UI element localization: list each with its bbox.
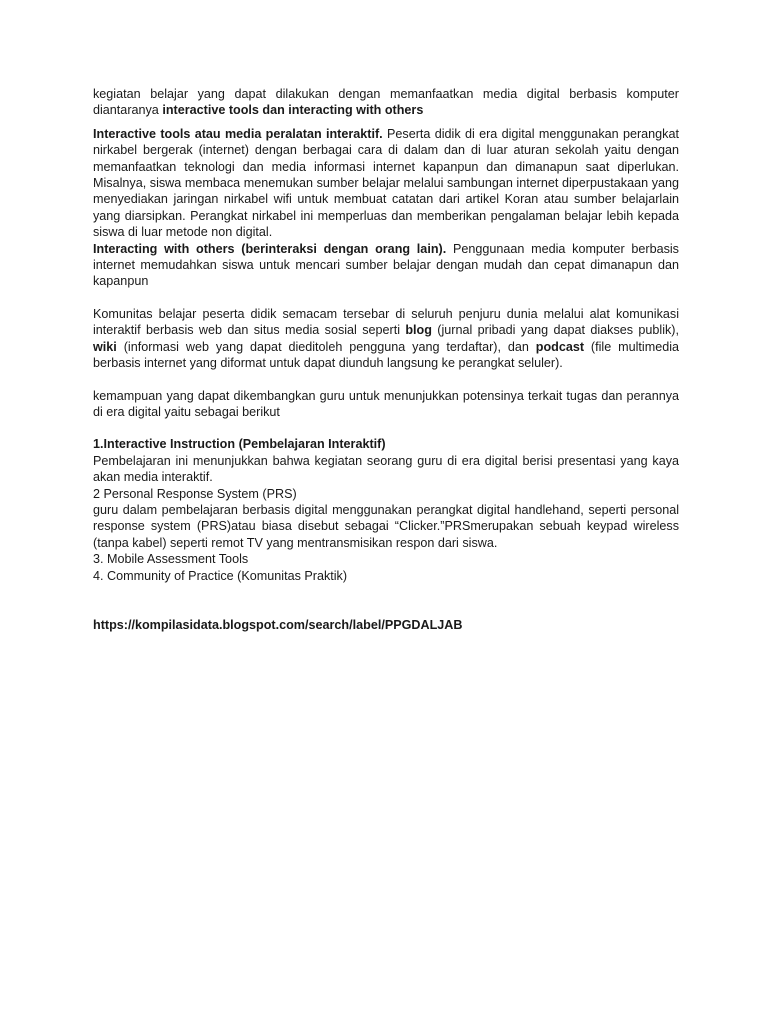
community-wiki: wiki (93, 339, 117, 354)
paragraph-interacting-with-others (93, 241, 679, 290)
list-item-1-heading: 1.Interactive Instruction (Pembelajaran Interaktif) (93, 437, 386, 452)
community-text-4: (file multimedia berbasis internet yang diformat untuk dapat diunduh langsung ke perangkat seluler). (93, 339, 680, 371)
paragraph-interactive-tools (93, 126, 679, 241)
paragraph-intro-bold: interactive tools dan interacting with others (162, 103, 424, 118)
community-text-1: Komunitas belajar peserta didik semacam tersebar di seluruh penjuru dunia melalui alat komunikasi interaktif berbasis web dan situs media sosial seperti (93, 306, 679, 338)
paragraph-intro-text: kegiatan belajar yang dapat dilakukan dengan memanfaatkan media digital berbasis komputer diantaranya (93, 87, 679, 118)
interacting-text: Penggunaan media komputer berbasis internet memudahkan siswa untuk mencari sumber belajar dengan mudah dan cepat dimanapun dan kapanpun (93, 241, 679, 289)
paragraph-intro (93, 86, 679, 119)
source-url: https://kompilasidata.blogspot.com/search/label/PPGDALJAB (93, 617, 463, 632)
paragraph-abilities: kemampuan yang dapat dikembangkan guru untuk menunjukkan potensinya terkait tugas dan perannya di era digital yaitu sebagai berikut (93, 388, 679, 419)
community-blog: blog (405, 323, 432, 338)
community-text-3: (informasi web yang dapat dieditoleh pengguna yang terdaftar), dan (116, 339, 536, 354)
interactive-tools-heading: Interactive tools atau media peralatan interaktif. (93, 126, 383, 141)
paragraph-community (93, 306, 679, 372)
community-podcast: podcast (535, 339, 585, 354)
list-item-2-heading: 2 Personal Response System (PRS) (93, 486, 297, 501)
abilities-list (93, 436, 679, 584)
community-text-2: (jurnal pribadi yang dapat diakses publik), (431, 323, 679, 338)
list-item-4-heading: 4. Community of Practice (Komunitas Praktik) (93, 568, 348, 583)
list-item-1-text: Pembelajaran ini menunjukkan bahwa kegiatan seorang guru di era digital berisi presentasi yang kaya akan media interaktif. (93, 453, 679, 485)
list-item-2-text: guru dalam pembelajaran berbasis digital menggunakan perangkat digital handlehand, seperti personal response system (PRS)atau biasa disebut sebagai “Clicker.”PRSmerupakan sebuah keypad wireless (tanpa kabel) seperti remot TV yang mentransmisikan respon dari siswa. (93, 502, 679, 550)
interactive-tools-text: Peserta didik di era digital menggunakan perangkat nirkabel bergerak (internet) dengan berbagai cara di dalam dan di luar aturan sekolah yaitu dengan memanfaatkan teknologi dan media informasi internet kapanpun dan dimanapun saat diperlukan. Misalnya, siswa membaca menemukan sumber belajar melalui sambungan internet diperpustakaan yang menyediakan jaringan nirkabel wifi untuk membuat catatan dari artikel Koran atau sumber belajarlain yang diarsipkan. Perangkat nirkabel ini memperluas dan memberikan pengalaman belajar lebih kepada siswa di luar metode non digital. (93, 126, 679, 240)
document-body (93, 86, 679, 633)
interacting-heading: Interacting with others (berinteraksi dengan orang lain). (93, 241, 447, 256)
list-item-3-heading: 3. Mobile Assessment Tools (93, 552, 249, 567)
